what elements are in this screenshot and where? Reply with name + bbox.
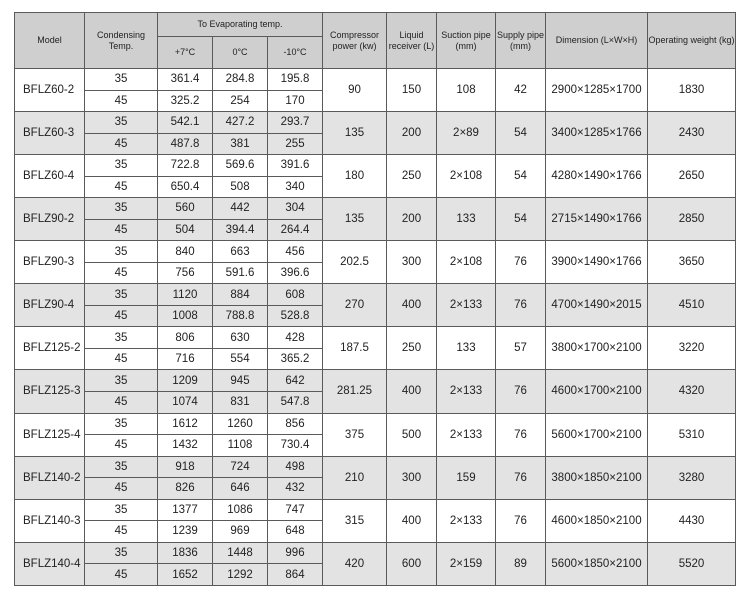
cell-model: BFLZ125-3 [15,370,85,413]
cell-condensing-temp: 35 [85,69,158,91]
header-evap-0: 0°C [213,37,268,69]
cell-evap-minus10: 498 [268,456,323,478]
cell-evap-0: 1448 [213,542,268,564]
header-suction-pipe: Suction pipe (mm) [437,13,496,69]
table-row [15,155,736,177]
cell-evap-minus10: 170 [268,90,323,112]
cell-evap-minus10: 340 [268,176,323,198]
header-evaporating-temp: To Evaporating temp. [158,13,323,37]
cell-model: BFLZ140-3 [15,499,85,542]
cell-evap-minus10: 608 [268,284,323,306]
cell-suction-pipe: 2×89 [437,112,496,155]
cell-supply-pipe: 54 [496,155,546,198]
cell-liquid-receiver: 600 [387,542,437,585]
cell-condensing-temp: 35 [85,456,158,478]
cell-evap-0: 1292 [213,564,268,586]
cell-evap-plus7: 806 [158,327,213,349]
cell-compressor-power: 315 [323,499,387,542]
cell-evap-0: 945 [213,370,268,392]
cell-evap-plus7: 1377 [158,499,213,521]
cell-compressor-power: 270 [323,284,387,327]
cell-condensing-temp: 45 [85,478,158,500]
table-row [15,69,736,91]
cell-model: BFLZ125-4 [15,413,85,456]
cell-compressor-power: 135 [323,112,387,155]
cell-evap-minus10: 648 [268,521,323,543]
cell-operating-weight: 2430 [648,112,736,155]
cell-evap-0: 254 [213,90,268,112]
cell-supply-pipe: 76 [496,284,546,327]
cell-supply-pipe: 76 [496,241,546,284]
cell-operating-weight: 3650 [648,241,736,284]
cell-evap-0: 381 [213,133,268,155]
cell-evap-0: 884 [213,284,268,306]
cell-liquid-receiver: 300 [387,456,437,499]
cell-liquid-receiver: 200 [387,112,437,155]
cell-condensing-temp: 45 [85,564,158,586]
cell-model: BFLZ140-4 [15,542,85,585]
cell-evap-0: 284.8 [213,69,268,91]
cell-condensing-temp: 45 [85,521,158,543]
cell-evap-minus10: 528.8 [268,305,323,327]
cell-evap-minus10: 293.7 [268,112,323,134]
cell-evap-plus7: 504 [158,219,213,241]
cell-dimension: 4600×1700×2100 [546,370,648,413]
cell-evap-minus10: 264.4 [268,219,323,241]
cell-condensing-temp: 35 [85,370,158,392]
header-evap-minus10: -10°C [268,37,323,69]
cell-condensing-temp: 45 [85,391,158,413]
cell-evap-plus7: 826 [158,478,213,500]
cell-condensing-temp: 35 [85,413,158,435]
cell-suction-pipe: 2×133 [437,413,496,456]
cell-condensing-temp: 45 [85,176,158,198]
cell-evap-minus10: 730.4 [268,435,323,457]
cell-model: BFLZ60-2 [15,69,85,112]
cell-operating-weight: 1830 [648,69,736,112]
cell-condensing-temp: 45 [85,348,158,370]
cell-evap-minus10: 856 [268,413,323,435]
table-row [15,542,736,564]
cell-evap-minus10: 304 [268,198,323,220]
cell-suction-pipe: 2×133 [437,284,496,327]
cell-evap-plus7: 361.4 [158,69,213,91]
cell-evap-0: 427.2 [213,112,268,134]
cell-evap-0: 1108 [213,435,268,457]
cell-evap-plus7: 756 [158,262,213,284]
cell-liquid-receiver: 400 [387,499,437,542]
cell-supply-pipe: 76 [496,370,546,413]
table-row [15,284,736,306]
cell-condensing-temp: 35 [85,112,158,134]
cell-evap-plus7: 325.2 [158,90,213,112]
table-row [15,456,736,478]
cell-evap-0: 788.8 [213,305,268,327]
cell-dimension: 3900×1490×1766 [546,241,648,284]
cell-evap-plus7: 1074 [158,391,213,413]
cell-evap-plus7: 487.8 [158,133,213,155]
cell-liquid-receiver: 500 [387,413,437,456]
cell-compressor-power: 90 [323,69,387,112]
cell-dimension: 3800×1850×2100 [546,456,648,499]
cell-evap-plus7: 560 [158,198,213,220]
table-row [15,327,736,349]
cell-condensing-temp: 35 [85,241,158,263]
cell-evap-plus7: 1120 [158,284,213,306]
cell-evap-plus7: 1836 [158,542,213,564]
cell-operating-weight: 2850 [648,198,736,241]
cell-supply-pipe: 76 [496,499,546,542]
cell-operating-weight: 4430 [648,499,736,542]
header-condensing-temp: Condensing Temp. [85,13,158,69]
cell-supply-pipe: 54 [496,198,546,241]
cell-compressor-power: 202.5 [323,241,387,284]
cell-dimension: 4600×1850×2100 [546,499,648,542]
cell-supply-pipe: 76 [496,413,546,456]
cell-evap-0: 724 [213,456,268,478]
cell-evap-minus10: 428 [268,327,323,349]
table-row [15,198,736,220]
table-row [15,370,736,392]
cell-evap-0: 1260 [213,413,268,435]
spec-table [14,12,736,586]
cell-evap-plus7: 1209 [158,370,213,392]
cell-evap-0: 554 [213,348,268,370]
cell-supply-pipe: 57 [496,327,546,370]
cell-suction-pipe: 2×133 [437,370,496,413]
cell-condensing-temp: 45 [85,133,158,155]
table-header [15,13,736,69]
cell-evap-plus7: 1652 [158,564,213,586]
cell-evap-minus10: 456 [268,241,323,263]
cell-suction-pipe: 2×159 [437,542,496,585]
table-body [15,69,736,586]
cell-dimension: 5600×1850×2100 [546,542,648,585]
cell-evap-plus7: 1239 [158,521,213,543]
cell-evap-minus10: 391.6 [268,155,323,177]
cell-compressor-power: 187.5 [323,327,387,370]
cell-evap-minus10: 432 [268,478,323,500]
cell-evap-0: 646 [213,478,268,500]
cell-suction-pipe: 2×108 [437,155,496,198]
cell-condensing-temp: 45 [85,262,158,284]
cell-suction-pipe: 108 [437,69,496,112]
cell-condensing-temp: 45 [85,305,158,327]
cell-condensing-temp: 35 [85,327,158,349]
cell-condensing-temp: 35 [85,499,158,521]
cell-compressor-power: 210 [323,456,387,499]
cell-operating-weight: 4510 [648,284,736,327]
cell-evap-0: 969 [213,521,268,543]
cell-compressor-power: 281.25 [323,370,387,413]
cell-evap-plus7: 840 [158,241,213,263]
cell-evap-minus10: 396.6 [268,262,323,284]
cell-compressor-power: 375 [323,413,387,456]
cell-evap-0: 663 [213,241,268,263]
table-row [15,112,736,134]
cell-dimension: 4280×1490×1766 [546,155,648,198]
cell-operating-weight: 5520 [648,542,736,585]
cell-evap-minus10: 547.8 [268,391,323,413]
cell-liquid-receiver: 150 [387,69,437,112]
cell-supply-pipe: 42 [496,69,546,112]
table-row [15,499,736,521]
cell-evap-plus7: 650.4 [158,176,213,198]
cell-suction-pipe: 133 [437,198,496,241]
cell-evap-plus7: 722.8 [158,155,213,177]
cell-evap-0: 630 [213,327,268,349]
cell-dimension: 4700×1490×2015 [546,284,648,327]
header-supply-pipe: Supply pipe (mm) [496,13,546,69]
cell-dimension: 3400×1285×1766 [546,112,648,155]
cell-evap-minus10: 747 [268,499,323,521]
cell-suction-pipe: 159 [437,456,496,499]
cell-liquid-receiver: 400 [387,284,437,327]
cell-condensing-temp: 45 [85,90,158,112]
cell-evap-plus7: 716 [158,348,213,370]
cell-evap-0: 1086 [213,499,268,521]
cell-condensing-temp: 35 [85,542,158,564]
header-compressor-power: Compressor power (kw) [323,13,387,69]
cell-evap-minus10: 365.2 [268,348,323,370]
cell-compressor-power: 180 [323,155,387,198]
cell-model: BFLZ125-2 [15,327,85,370]
cell-suction-pipe: 2×108 [437,241,496,284]
cell-operating-weight: 5310 [648,413,736,456]
cell-operating-weight: 3220 [648,327,736,370]
cell-liquid-receiver: 250 [387,155,437,198]
cell-dimension: 3800×1700×2100 [546,327,648,370]
table-row [15,413,736,435]
cell-evap-0: 831 [213,391,268,413]
cell-evap-minus10: 255 [268,133,323,155]
cell-evap-minus10: 996 [268,542,323,564]
cell-evap-0: 591.6 [213,262,268,284]
header-model: Model [15,13,85,69]
cell-suction-pipe: 133 [437,327,496,370]
cell-evap-minus10: 195.8 [268,69,323,91]
cell-evap-minus10: 642 [268,370,323,392]
cell-operating-weight: 3280 [648,456,736,499]
cell-model: BFLZ90-4 [15,284,85,327]
cell-dimension: 2900×1285×1700 [546,69,648,112]
table-row [15,241,736,263]
cell-dimension: 2715×1490×1766 [546,198,648,241]
cell-operating-weight: 4320 [648,370,736,413]
header-evap-plus7: +7°C [158,37,213,69]
cell-supply-pipe: 76 [496,456,546,499]
header-liquid-receiver: Liquid receiver (L) [387,13,437,69]
cell-suction-pipe: 2×133 [437,499,496,542]
cell-model: BFLZ60-3 [15,112,85,155]
cell-supply-pipe: 89 [496,542,546,585]
header-operating-weight: Operating weight (kg) [648,13,736,69]
cell-liquid-receiver: 200 [387,198,437,241]
cell-condensing-temp: 45 [85,219,158,241]
cell-supply-pipe: 54 [496,112,546,155]
cell-compressor-power: 420 [323,542,387,585]
cell-evap-plus7: 1432 [158,435,213,457]
cell-model: BFLZ90-2 [15,198,85,241]
cell-evap-0: 569.6 [213,155,268,177]
cell-condensing-temp: 35 [85,284,158,306]
cell-evap-plus7: 542.1 [158,112,213,134]
cell-dimension: 5600×1700×2100 [546,413,648,456]
cell-liquid-receiver: 300 [387,241,437,284]
cell-compressor-power: 135 [323,198,387,241]
header-dimension: Dimension (L×W×H) [546,13,648,69]
cell-evap-minus10: 864 [268,564,323,586]
cell-evap-0: 394.4 [213,219,268,241]
cell-evap-plus7: 1008 [158,305,213,327]
cell-evap-plus7: 918 [158,456,213,478]
cell-condensing-temp: 35 [85,198,158,220]
cell-evap-0: 508 [213,176,268,198]
cell-evap-0: 442 [213,198,268,220]
cell-model: BFLZ140-2 [15,456,85,499]
cell-evap-plus7: 1612 [158,413,213,435]
cell-liquid-receiver: 400 [387,370,437,413]
cell-condensing-temp: 35 [85,155,158,177]
cell-liquid-receiver: 250 [387,327,437,370]
cell-model: BFLZ60-4 [15,155,85,198]
cell-model: BFLZ90-3 [15,241,85,284]
cell-condensing-temp: 45 [85,435,158,457]
cell-operating-weight: 2650 [648,155,736,198]
